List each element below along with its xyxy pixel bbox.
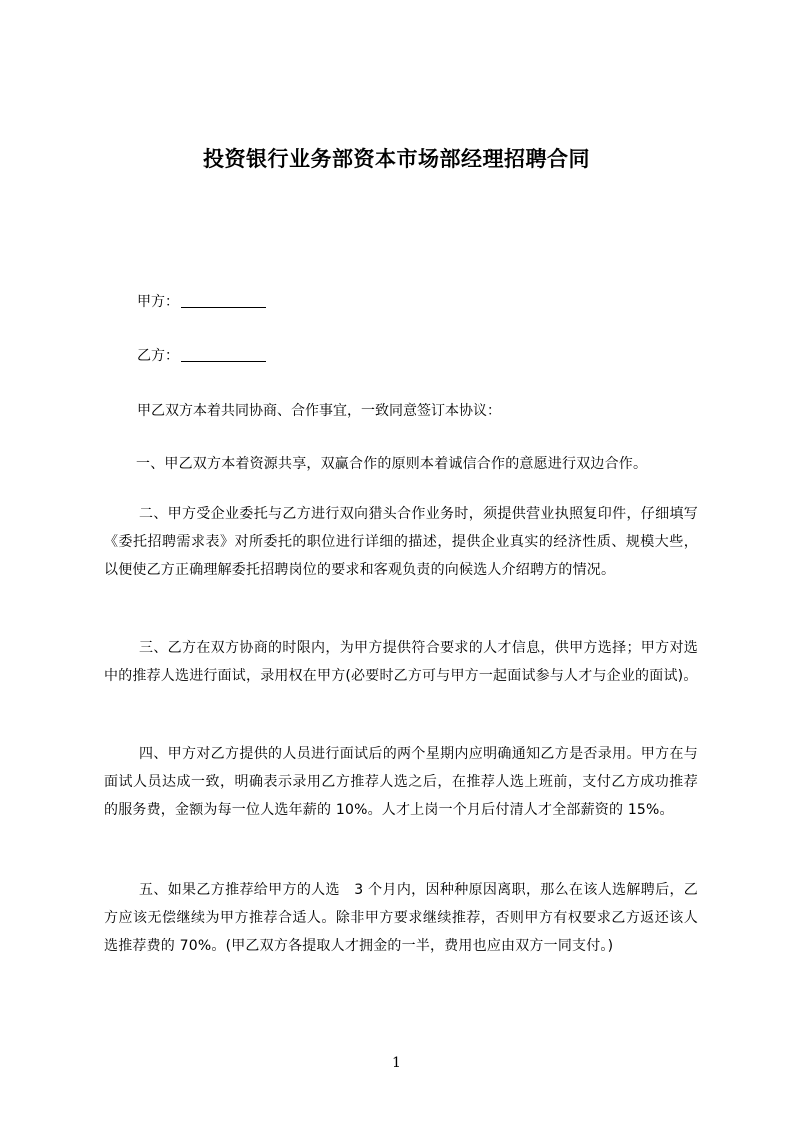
clause-5: 五、如果乙方推荐给甲方的人选 3 个月内，因种种原因离职，那么在该人选解聘后，乙方应该无偿继续为甲方推荐合适人。除非甲方要求继续推荐，否则甲方有权要求乙方返还该人选推荐费的 70%。(甲乙双方各提取人才拥金的一半，费用也应由双方一同支付。) [104, 882, 698, 954]
party-b-label: 乙方： [137, 348, 179, 364]
party-b-line [137, 345, 266, 365]
party-a-line [137, 291, 266, 311]
clause-4: 四、甲方对乙方提供的人员进行面试后的两个星期内应明确通知乙方是否录用。甲方在与面试人员达成一致，明确表示录用乙方推荐人选之后，在推荐人选上班前，支付乙方成功推荐的服务费，金额为每一位人选年薪的 10%。人才上岗一个月后付清人才全部薪资的 15%。 [104, 746, 698, 818]
clause-3: 三、乙方在双方协商的时限内，为甲方提供符合要求的人才信息，供甲方选择；甲方对选中的推荐人选进行面试，录用权在甲方(必要时乙方可与甲方一起面试参与人才与企业的面试)。 [104, 640, 698, 684]
document-title: 投资银行业务部资本市场部经理招聘合同 [203, 147, 590, 171]
clause-2: 二、甲方受企业委托与乙方进行双向猎头合作业务时，须提供营业执照复印件，仔细填写《委托招聘需求表》对所委托的职位进行详细的描述，提供企业真实的经济性质、规模大些，以便使乙方正确理解委托招聘岗位的要求和客观负责的向候选人介绍聘方的情况。 [104, 506, 698, 578]
party-a-label: 甲方： [137, 294, 179, 310]
intro-paragraph: 甲乙双方本着共同协商、合作事宜，一致同意签订本协议： [137, 403, 501, 419]
clause-1: 一、甲乙双方本着资源共享，双赢合作的原则本着诚信合作的意愿进行双边合作。 [136, 456, 648, 472]
page-number: 1 [392, 1055, 401, 1071]
party-b-blank [181, 347, 266, 362]
party-a-blank [181, 293, 266, 308]
